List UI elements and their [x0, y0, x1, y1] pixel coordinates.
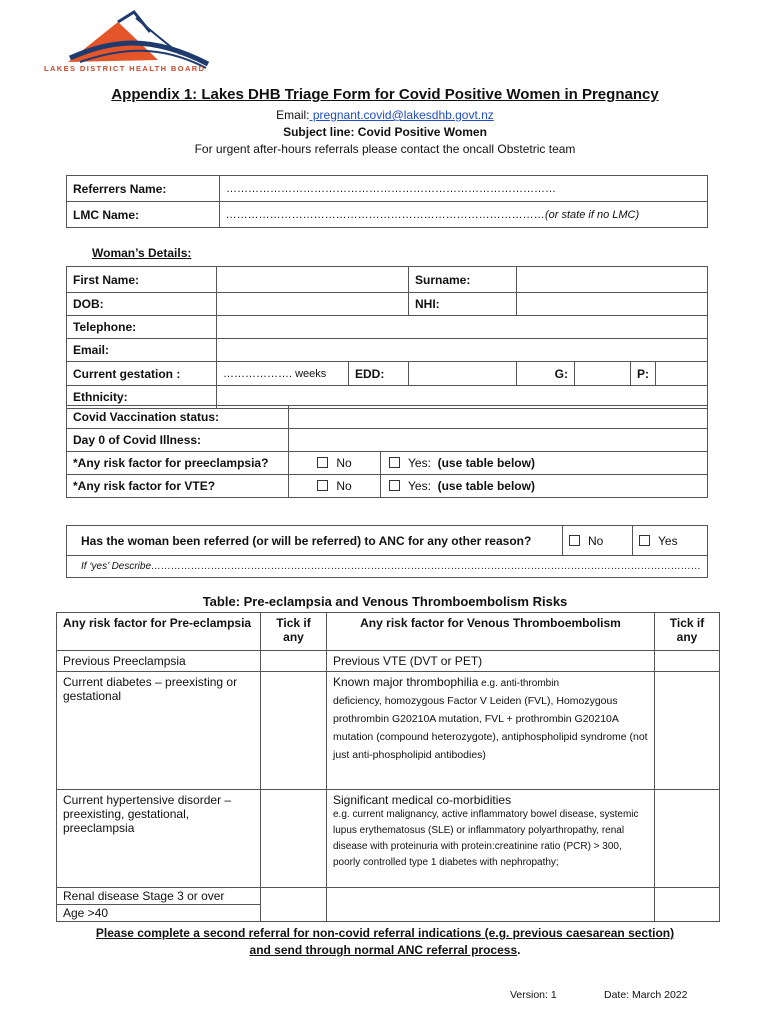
pe-row-diabetes: Current diabetes – preexisting or gestational: [57, 672, 261, 790]
thrombophilia-detail-b: deficiency, homozygous Factor V Leiden (FVL), Homozygous prothrombin G20210A mutation, FVL + prothrombin G20210A mutation (compound heterozygote), antiphospholipid syndrome (not just anti-phospholipid antibodies): [333, 695, 648, 761]
thrombophilia-detail-a: e.g. anti-thrombin: [478, 678, 560, 689]
first-name-field[interactable]: [217, 267, 409, 293]
email-label: Email:: [276, 108, 310, 122]
gestation-label: Current gestation :: [67, 362, 217, 386]
checkbox-icon[interactable]: [317, 457, 328, 468]
vte-row-comorbidities: [327, 790, 655, 888]
anc-no-option[interactable]: [563, 526, 633, 556]
g-field[interactable]: [575, 362, 631, 386]
risk-table-title: Table: Pre-eclampsia and Venous Thromboembolism Risks: [202, 594, 568, 609]
urgent-note: For urgent after-hours referrals please contact the oncall Obstetric team: [194, 142, 576, 156]
dob-label: DOB:: [67, 293, 217, 316]
preeclampsia-yes-option[interactable]: [381, 452, 708, 475]
yes-label: Yes: [658, 533, 678, 548]
edd-field[interactable]: [409, 362, 517, 386]
email-line: [0, 108, 770, 122]
pe-tick-cell[interactable]: [261, 672, 327, 790]
p-field[interactable]: [656, 362, 708, 386]
pe-tick-header: Tick if any: [261, 613, 327, 651]
first-name-label: First Name:: [67, 267, 217, 293]
logo-text: LAKES DISTRICT HEALTH BOARD: [44, 64, 206, 73]
referrers-name-label: Referrers Name:: [67, 176, 220, 202]
dob-field[interactable]: [217, 293, 409, 316]
gestation-field[interactable]: ………………. weeks: [217, 362, 349, 386]
referrers-name-field[interactable]: ………………………………………………………………………………: [220, 176, 708, 202]
nhi-field[interactable]: [517, 293, 708, 316]
comorbidities-title: Significant medical co-morbidities: [333, 793, 512, 807]
no-label: No: [336, 456, 352, 470]
use-table-note: (use table below): [437, 456, 535, 470]
referrer-table: [66, 175, 708, 228]
vte-header: Any risk factor for Venous Thromboembolism: [327, 613, 655, 651]
lmc-name-label: LMC Name:: [67, 202, 220, 228]
subject-line: Subject line: Covid Positive Women: [283, 125, 487, 139]
vte-yes-option[interactable]: [381, 475, 708, 498]
anc-yes-option[interactable]: [633, 526, 708, 556]
vte-no-option[interactable]: [289, 475, 381, 498]
preeclampsia-no-option[interactable]: [289, 452, 381, 475]
footer-note-line2: and send through normal ANC referral process: [249, 943, 518, 957]
womans-details-heading: Woman’s Details:: [92, 246, 192, 260]
vte-tick-cell[interactable]: [655, 651, 720, 672]
anc-question: Has the woman been referred (or will be referred) to ANC for any other reason?: [67, 526, 563, 556]
vte-row-previous-vte: Previous VTE (DVT or PET): [327, 651, 655, 672]
covid-details-table: [66, 405, 708, 498]
pe-row-renal: Renal disease Stage 3 or over: [57, 888, 261, 905]
checkbox-icon[interactable]: [389, 480, 400, 491]
g-label: G:: [517, 362, 575, 386]
checkbox-icon[interactable]: [389, 457, 400, 468]
day0-label: Day 0 of Covid Illness:: [67, 429, 289, 452]
version-label: Version: 1: [510, 989, 557, 1001]
pe-tick-cell[interactable]: [261, 790, 327, 888]
pe-header: Any risk factor for Pre-eclampsia: [57, 613, 261, 651]
vte-tick-cell[interactable]: [655, 672, 720, 790]
nhi-label: NHI:: [409, 293, 517, 316]
vte-tick-cell[interactable]: [655, 790, 720, 888]
checkbox-icon[interactable]: [639, 535, 650, 546]
womans-details-table: [66, 266, 708, 409]
vte-risk-label: *Any risk factor for VTE?: [67, 475, 289, 498]
pe-row-previous-preeclampsia: Previous Preeclampsia: [57, 651, 261, 672]
vaccination-field[interactable]: [289, 406, 708, 429]
telephone-label: Telephone:: [67, 316, 217, 339]
email-details-field[interactable]: [217, 339, 708, 362]
vaccination-label: Covid Vaccination status:: [67, 406, 289, 429]
thrombophilia-title: Known major thrombophilia: [333, 675, 479, 689]
use-table-note: (use table below): [437, 479, 535, 493]
surname-label: Surname:: [409, 267, 517, 293]
footer-note-line2-wrap: [0, 943, 770, 957]
ethnicity-label: Ethnicity:: [67, 386, 217, 409]
p-label: P:: [631, 362, 656, 386]
vte-tick-cell[interactable]: [655, 888, 720, 922]
no-label: No: [588, 533, 604, 548]
anc-describe-field[interactable]: If ‘yes’ Describe…………………………………………………………………………………………………………………………………………………: [67, 556, 708, 578]
page-title: Appendix 1: Lakes DHB Triage Form for Covid Positive Women in Pregnancy: [111, 86, 659, 103]
email-details-label: Email:: [67, 339, 217, 362]
footer-note-line1: Please complete a second referral for non-covid referral indications (e.g. previous caesarean section): [95, 926, 675, 940]
pe-tick-cell[interactable]: [261, 651, 327, 672]
date-label: Date: March 2022: [604, 989, 688, 1001]
checkbox-icon[interactable]: [569, 535, 580, 546]
vte-row-thrombophilia: [327, 672, 655, 790]
pe-row-hypertensive: Current hypertensive disorder – preexisting, gestational, preeclampsia: [57, 790, 261, 888]
lmc-name-field[interactable]: ……………………………………………………………………………(or state if no LMC): [220, 202, 708, 228]
yes-label: Yes:: [408, 456, 431, 470]
day0-field[interactable]: [289, 429, 708, 452]
footer-note-period: .: [517, 943, 521, 957]
comorbidities-detail: e.g. current malignancy, active inflammatory bowel disease, systemic lupus erythematosus (SLE) or inflammatory polyarthropathy, renal disease with proteinuria with protein:creatinine ratio (PCR) > 300, poorly controlled type 1 diabetes with nephropathy;: [333, 809, 639, 868]
yes-label: Yes:: [408, 479, 431, 493]
vte-empty-cell: [327, 888, 655, 922]
email-link[interactable]: pregnant.covid@lakesdhb.govt.nz: [309, 108, 494, 122]
preeclampsia-risk-label: *Any risk factor for preeclampsia?: [67, 452, 289, 475]
edd-label: EDD:: [349, 362, 409, 386]
anc-referral-table: [66, 525, 708, 578]
vte-tick-header: Tick if any: [655, 613, 720, 651]
checkbox-icon[interactable]: [317, 480, 328, 491]
no-label: No: [336, 479, 352, 493]
surname-field[interactable]: [517, 267, 708, 293]
telephone-field[interactable]: [217, 316, 708, 339]
risk-table: [56, 612, 720, 922]
pe-tick-cell[interactable]: [261, 888, 327, 922]
pe-row-age: Age >40: [57, 905, 261, 922]
